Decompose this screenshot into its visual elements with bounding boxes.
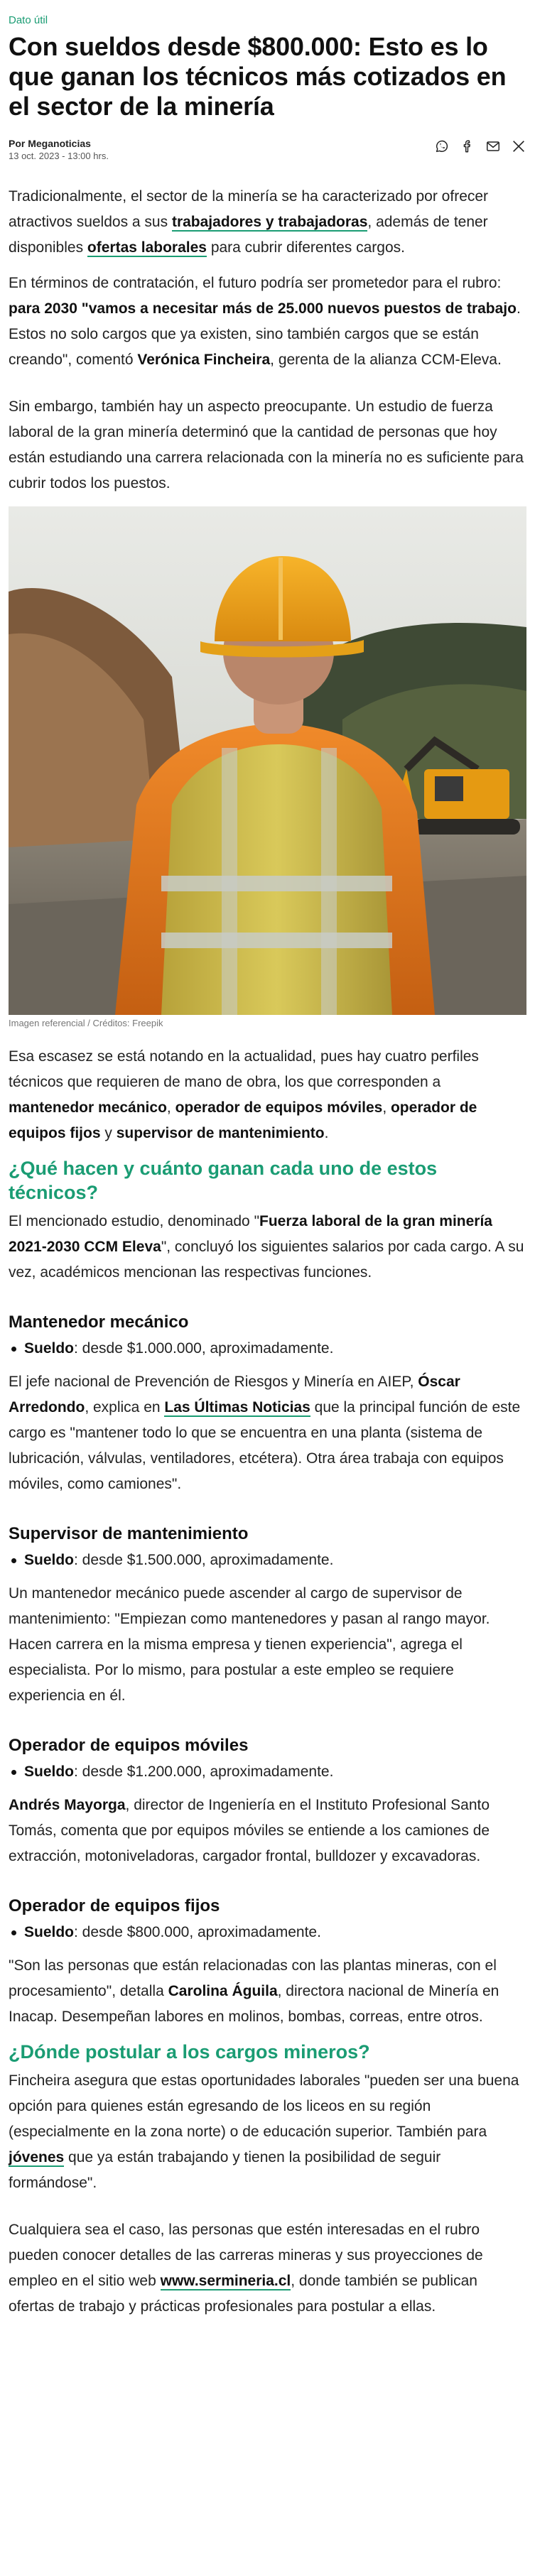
text-run: y xyxy=(100,1125,117,1141)
job-heading-operador-moviles: Operador de equipos móviles xyxy=(9,1736,249,1755)
bold-role: operador de equipos móviles xyxy=(175,1099,383,1116)
paragraph-escasez xyxy=(9,1044,526,1146)
paragraph-aguila xyxy=(9,1953,526,2030)
share-bar xyxy=(434,137,526,154)
paragraph-intro xyxy=(9,184,526,261)
paragraph-mayorga xyxy=(9,1793,526,1869)
text-run: El jefe nacional de Prevención de Riesgos y Minería en AIEP, xyxy=(9,1374,418,1390)
mining-worker-illustration xyxy=(9,506,526,1015)
text-run: Tradicionalmente, el sector de la minería se ha caracterizado por ofrecer atractivos sueldos a sus xyxy=(9,188,489,230)
salary-list xyxy=(9,1548,526,1572)
section-heading-postular: ¿Dónde postular a los cargos mineros? xyxy=(9,2041,370,2063)
text-run: , xyxy=(382,1099,391,1116)
text-run: Cualquiera sea el caso, las personas que estén interesadas en el rubro pueden conocer detalles de las carreras mineras y sus proyecciones de empleo en el sitio web xyxy=(9,2222,483,2289)
text-run: , directora nacional de Minería en Inacap. Desempeñan labores en molinos, bombas, correas, entre otros. xyxy=(9,1983,499,2025)
byline xyxy=(9,137,109,163)
paragraph-arredondo xyxy=(9,1369,526,1497)
paragraph-supervisor: Un mantenedor mecánico puede ascender al cargo de supervisor de mantenimiento: "Empiezan como mantenedores y pasan al rango mayor. Hacen carrera en la misma empresa y tienen experiencia", agrega el especialista. Por lo mismo, para postular a este empleo se requiere experiencia en él. xyxy=(9,1585,490,1704)
paragraph-preocupante: Sin embargo, también hay un aspecto preocupante. Un estudio de fuerza laboral de la gran minería determinó que la cantidad de personas que hoy están estudiando una carrera relacionada con la minería no es suficiente para cubrir todos los puestos. xyxy=(9,398,524,491)
link-las-ultimas-noticias[interactable]: Las Últimas Noticias xyxy=(164,1399,310,1415)
facebook-icon[interactable] xyxy=(460,138,475,154)
bold-role: operador de equipos fijos xyxy=(9,1099,477,1141)
salary-label: Sueldo xyxy=(24,1924,75,1940)
text-run: , director de Ingeniería en el Instituto Profesional Santo Tomás, comenta que por equipos móviles se entiende a los camiones de extracción, motoniveladoras, cargador frontal, bulldozer y excavadoras. xyxy=(9,1797,490,1864)
bold-role: mantenedor mecánico xyxy=(9,1099,167,1116)
section-heading-salarios: ¿Qué hacen y cuánto ganan cada uno de estos técnicos? xyxy=(9,1158,438,1203)
salary-item xyxy=(9,1337,526,1361)
image-caption: Imagen referencial / Créditos: Freepik xyxy=(9,1018,163,1028)
article-date: 13 oct. 2023 - 13:00 hrs. xyxy=(9,151,109,161)
salary-list xyxy=(9,1920,526,1945)
email-icon[interactable] xyxy=(485,138,501,154)
article-image xyxy=(9,506,526,1015)
byline-row xyxy=(9,137,526,163)
paragraph-estudio xyxy=(9,1209,526,1286)
job-heading-mantenedor: Mantenedor mecánico xyxy=(9,1313,189,1332)
text-run: . xyxy=(324,1125,329,1141)
link-trabajadores[interactable]: trabajadores y trabajadoras xyxy=(171,214,368,230)
whatsapp-icon[interactable] xyxy=(434,138,450,154)
paragraph-sermineria xyxy=(9,2217,526,2320)
text-run: El mencionado estudio, denominado " xyxy=(9,1213,260,1229)
x-icon[interactable] xyxy=(511,138,526,154)
bold-quote: para 2030 "vamos a necesitar más de 25.000 nuevos puestos de trabajo xyxy=(9,300,517,317)
text-run: Fincheira asegura que estas oportunidades laborales "pueden ser una buena opción para quienes están egresando de los liceos en su región (especialmente en la zona norte) o de educación superior. También para xyxy=(9,2072,519,2140)
text-run: En términos de contratación, el futuro podría ser prometedor para el rubro: xyxy=(9,275,502,291)
salary-value: : desde $800.000, aproximadamente. xyxy=(74,1924,321,1940)
link-sermineria[interactable]: www.sermineria.cl xyxy=(160,2273,291,2289)
salary-item xyxy=(9,1760,526,1784)
bold-name: Verónica Fincheira xyxy=(137,352,271,368)
bold-study-name: Fuerza laboral de la gran minería 2021-2030 CCM Eleva xyxy=(9,1213,492,1255)
link-ofertas-laborales[interactable]: ofertas laborales xyxy=(87,239,207,256)
paragraph-contratacion xyxy=(9,271,526,373)
text-run: que la principal función de este cargo es "mantener todo lo que se encuentra en una planta (sistema de lubricación, válvulas, ventiladores, etcétera). Otra área trabaja con equipos móviles, como camiones". xyxy=(9,1399,521,1492)
text-run: "Son las personas que están relacionadas con las plantas mineras, con el procesamiento", detalla xyxy=(9,1957,497,1999)
salary-list xyxy=(9,1760,526,1784)
salary-item xyxy=(9,1548,526,1572)
article-kicker[interactable]: Dato útil xyxy=(9,14,48,26)
salary-value: : desde $1.200.000, aproximadamente. xyxy=(74,1763,334,1780)
text-run: , además de tener disponibles xyxy=(9,214,488,256)
text-run: . Estos no solo cargos que ya existen, sino también cargos que se están creando", comentó xyxy=(9,300,521,368)
article-author[interactable]: Por Meganoticias xyxy=(9,138,91,149)
salary-value: : desde $1.500.000, aproximadamente. xyxy=(74,1552,334,1568)
bold-role: supervisor de mantenimiento xyxy=(116,1125,325,1141)
salary-value: : desde $1.000.000, aproximadamente. xyxy=(74,1340,334,1357)
text-run: para cubrir diferentes cargos. xyxy=(206,239,405,256)
article-title: Con sueldos desde $800.000: Esto es lo que ganan los técnicos más cotizados en el sector de la minería xyxy=(9,32,507,121)
text-run: ", concluyó los siguientes salarios por cada cargo. A su vez, académicos mencionan las respectivas funciones. xyxy=(9,1239,524,1281)
link-jovenes[interactable]: jóvenes xyxy=(9,2149,65,2165)
paragraph-fincheira xyxy=(9,2068,526,2196)
salary-label: Sueldo xyxy=(24,1763,75,1780)
text-run: que ya están trabajando y tienen la posibilidad de seguir formándose". xyxy=(9,2149,441,2191)
salary-label: Sueldo xyxy=(24,1340,75,1357)
bold-name: Carolina Águila xyxy=(168,1983,278,1999)
bold-name: Óscar Arredondo xyxy=(9,1374,460,1415)
text-run: , explica en xyxy=(85,1399,165,1415)
job-heading-supervisor: Supervisor de mantenimiento xyxy=(9,1524,249,1543)
salary-label: Sueldo xyxy=(24,1552,75,1568)
salary-item xyxy=(9,1920,526,1945)
text-run: , gerenta de la alianza CCM-Eleva. xyxy=(270,352,502,368)
text-run: , donde también se publican ofertas de trabajo y prácticas profesionales para postular a ellas. xyxy=(9,2273,477,2315)
bold-name: Andrés Mayorga xyxy=(9,1797,126,1813)
text-run: , xyxy=(166,1099,175,1116)
job-heading-operador-fijos: Operador de equipos fijos xyxy=(9,1896,220,1915)
text-run: Esa escasez se está notando en la actualidad, pues hay cuatro perfiles técnicos que requieren de mano de obra, los que corresponden a xyxy=(9,1048,479,1090)
salary-list xyxy=(9,1337,526,1361)
